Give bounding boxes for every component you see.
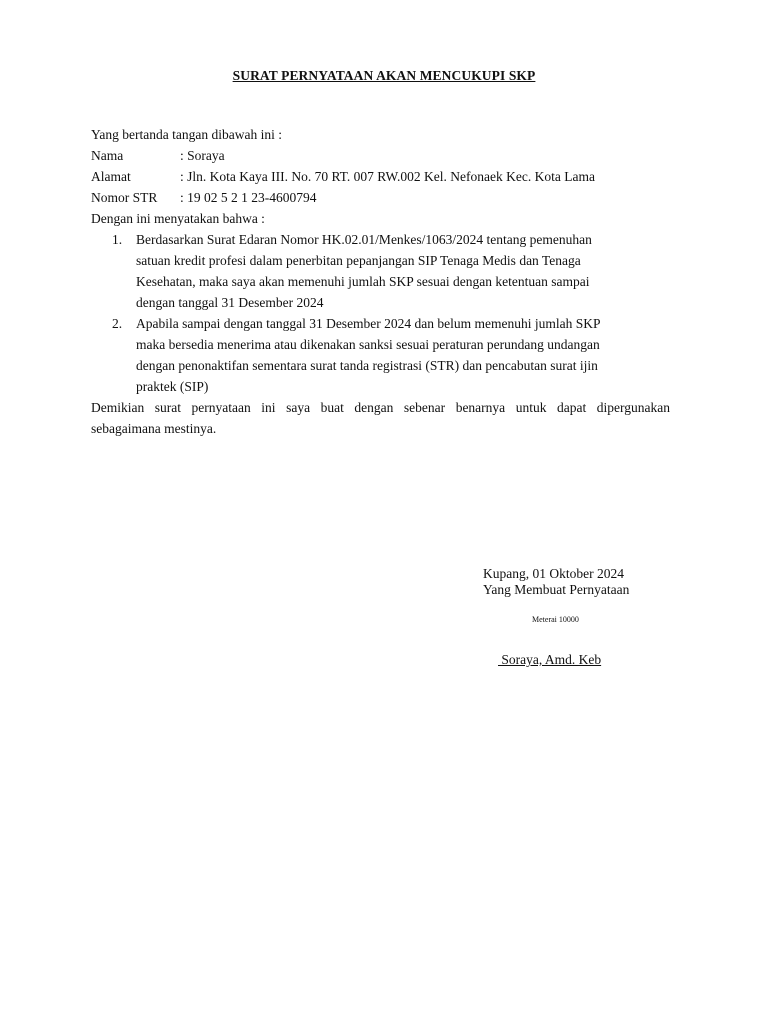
statement-item-2 [91, 313, 671, 397]
field-name [91, 145, 671, 166]
statement-line: dengan tanggal 31 Desember 2024 [136, 295, 324, 310]
field-label-alamat: Alamat [91, 169, 131, 184]
stamp-note: Meterai 10000 [532, 615, 579, 624]
statement-item-1 [91, 229, 671, 313]
statement-line: dengan penonaktifan sementara surat tanda registrasi (STR) dan pencabutan surat ijin [136, 358, 598, 373]
signer-name: Soraya, Amd. Keb [498, 652, 602, 667]
closing-line-1: Demikian surat pernyataan ini saya buat dengan sebenar benarnya untuk dapat dipergunakan [91, 400, 670, 415]
statement-line: Apabila sampai dengan tanggal 31 Desember 2024 dan belum memenuhi jumlah SKP [136, 316, 601, 331]
field-value-alamat: : Jln. Kota Kaya III. No. 70 RT. 007 RW.002 Kel. Nefonaek Kec. Kota Lama [180, 169, 595, 184]
document-title: SURAT PERNYATAAN AKAN MENCUKUPI SKP [232, 68, 536, 83]
field-label-str: Nomor STR [91, 190, 158, 205]
field-label-nama: Nama [91, 148, 124, 163]
intro-line: Yang bertanda tangan dibawah ini : [91, 127, 282, 142]
statement-line: praktek (SIP) [136, 379, 209, 394]
statement-intro: Dengan ini menyatakan bahwa : [91, 211, 265, 226]
document-body [91, 124, 671, 439]
signer-role: Yang Membuat Pernyataan [483, 582, 630, 597]
field-value-str: : 19 02 5 2 1 23-4600794 [180, 190, 317, 205]
statement-line: Kesehatan, maka saya akan memenuhi jumlah SKP sesuai dengan ketentuan sampai [136, 274, 590, 289]
field-value-nama: : Soraya [180, 148, 225, 163]
statement-number: 1. [112, 232, 123, 247]
closing-line-2: sebagaimana mestinya. [91, 421, 217, 436]
statement-number: 2. [112, 316, 123, 331]
statement-line: Berdasarkan Surat Edaran Nomor HK.02.01/Menkes/1063/2024 tentang pemenuhan [136, 232, 592, 247]
place-date: Kupang, 01 Oktober 2024 [483, 566, 624, 581]
field-address [91, 166, 671, 187]
field-str-number [91, 187, 671, 208]
statement-line: satuan kredit profesi dalam penerbitan pepanjangan SIP Tenaga Medis dan Tenaga [136, 253, 581, 268]
signature-block [483, 566, 683, 598]
statement-line: maka bersedia menerima atau dikenakan sanksi sesuai peraturan perundang undangan [136, 337, 600, 352]
statement-list [91, 229, 671, 397]
